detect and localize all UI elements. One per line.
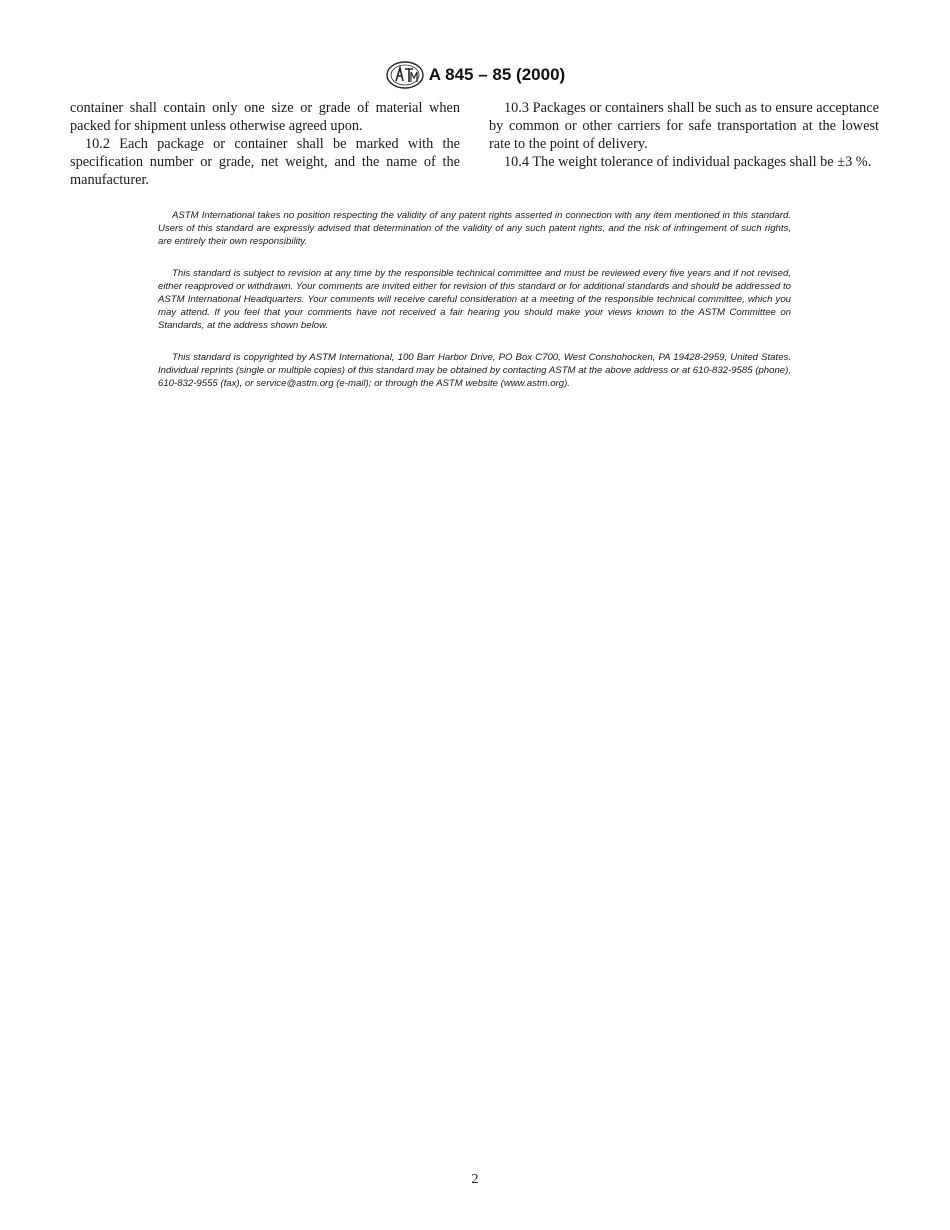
paragraph-10-1-continued: container shall contain only one size or grade of material when packed for shipment unless otherwise agreed upon. (70, 100, 460, 134)
legal-notices (158, 209, 791, 408)
body-columns (70, 99, 879, 189)
paragraph-10-4: 10.4 The weight tolerance of individual packages shall be ±3 %. (504, 154, 872, 170)
left-column (70, 99, 460, 189)
astm-logo-icon (385, 60, 425, 90)
standard-designation: A 845 – 85 (2000) (428, 65, 566, 84)
right-column (489, 99, 879, 189)
revision-notice: This standard is subject to revision at any time by the responsible technical committee and must be reviewed every five years and if not revised, either reapproved or withdrawn. Your comments are invited either for revision of this standard or for additional standards and should be addressed to ASTM International Headquarters. Your comments will receive careful consideration at a meeting of the responsible technical committee, which you may attend. If you feel that your comments have not received a fair hearing you should make your views known to the ASTM Committee on Standards, at the address shown below. (158, 267, 791, 332)
paragraph-10-3: 10.3 Packages or containers shall be such as to ensure acceptance by common or other carriers for safe transportation at the lowest rate to the point of delivery. (489, 100, 879, 152)
page-header (0, 60, 950, 90)
patent-notice: ASTM International takes no position respecting the validity of any patent rights asserted in connection with any item mentioned in this standard. Users of this standard are expressly advised that determination of the validity of any such patent rights, and the risk of infringement of such rights, are entirely their own responsibility. (158, 210, 791, 248)
paragraph-10-2: 10.2 Each package or container shall be marked with the specification number or grade, net weight, and the name of the manufacturer. (70, 136, 460, 188)
copyright-notice: This standard is copyrighted by ASTM International, 100 Barr Harbor Drive, PO Box C700, West Conshohocken, PA 19428-2959, United States. Individual reprints (single or multiple copies) of this standard may be obtained by contacting ASTM at the above address or at 610-832-9585 (phone), 610-832-9555 (fax), or service@astm.org (e-mail); or through the ASTM website (www.astm.org). (158, 351, 791, 390)
page-number: 2 (471, 1172, 479, 1187)
